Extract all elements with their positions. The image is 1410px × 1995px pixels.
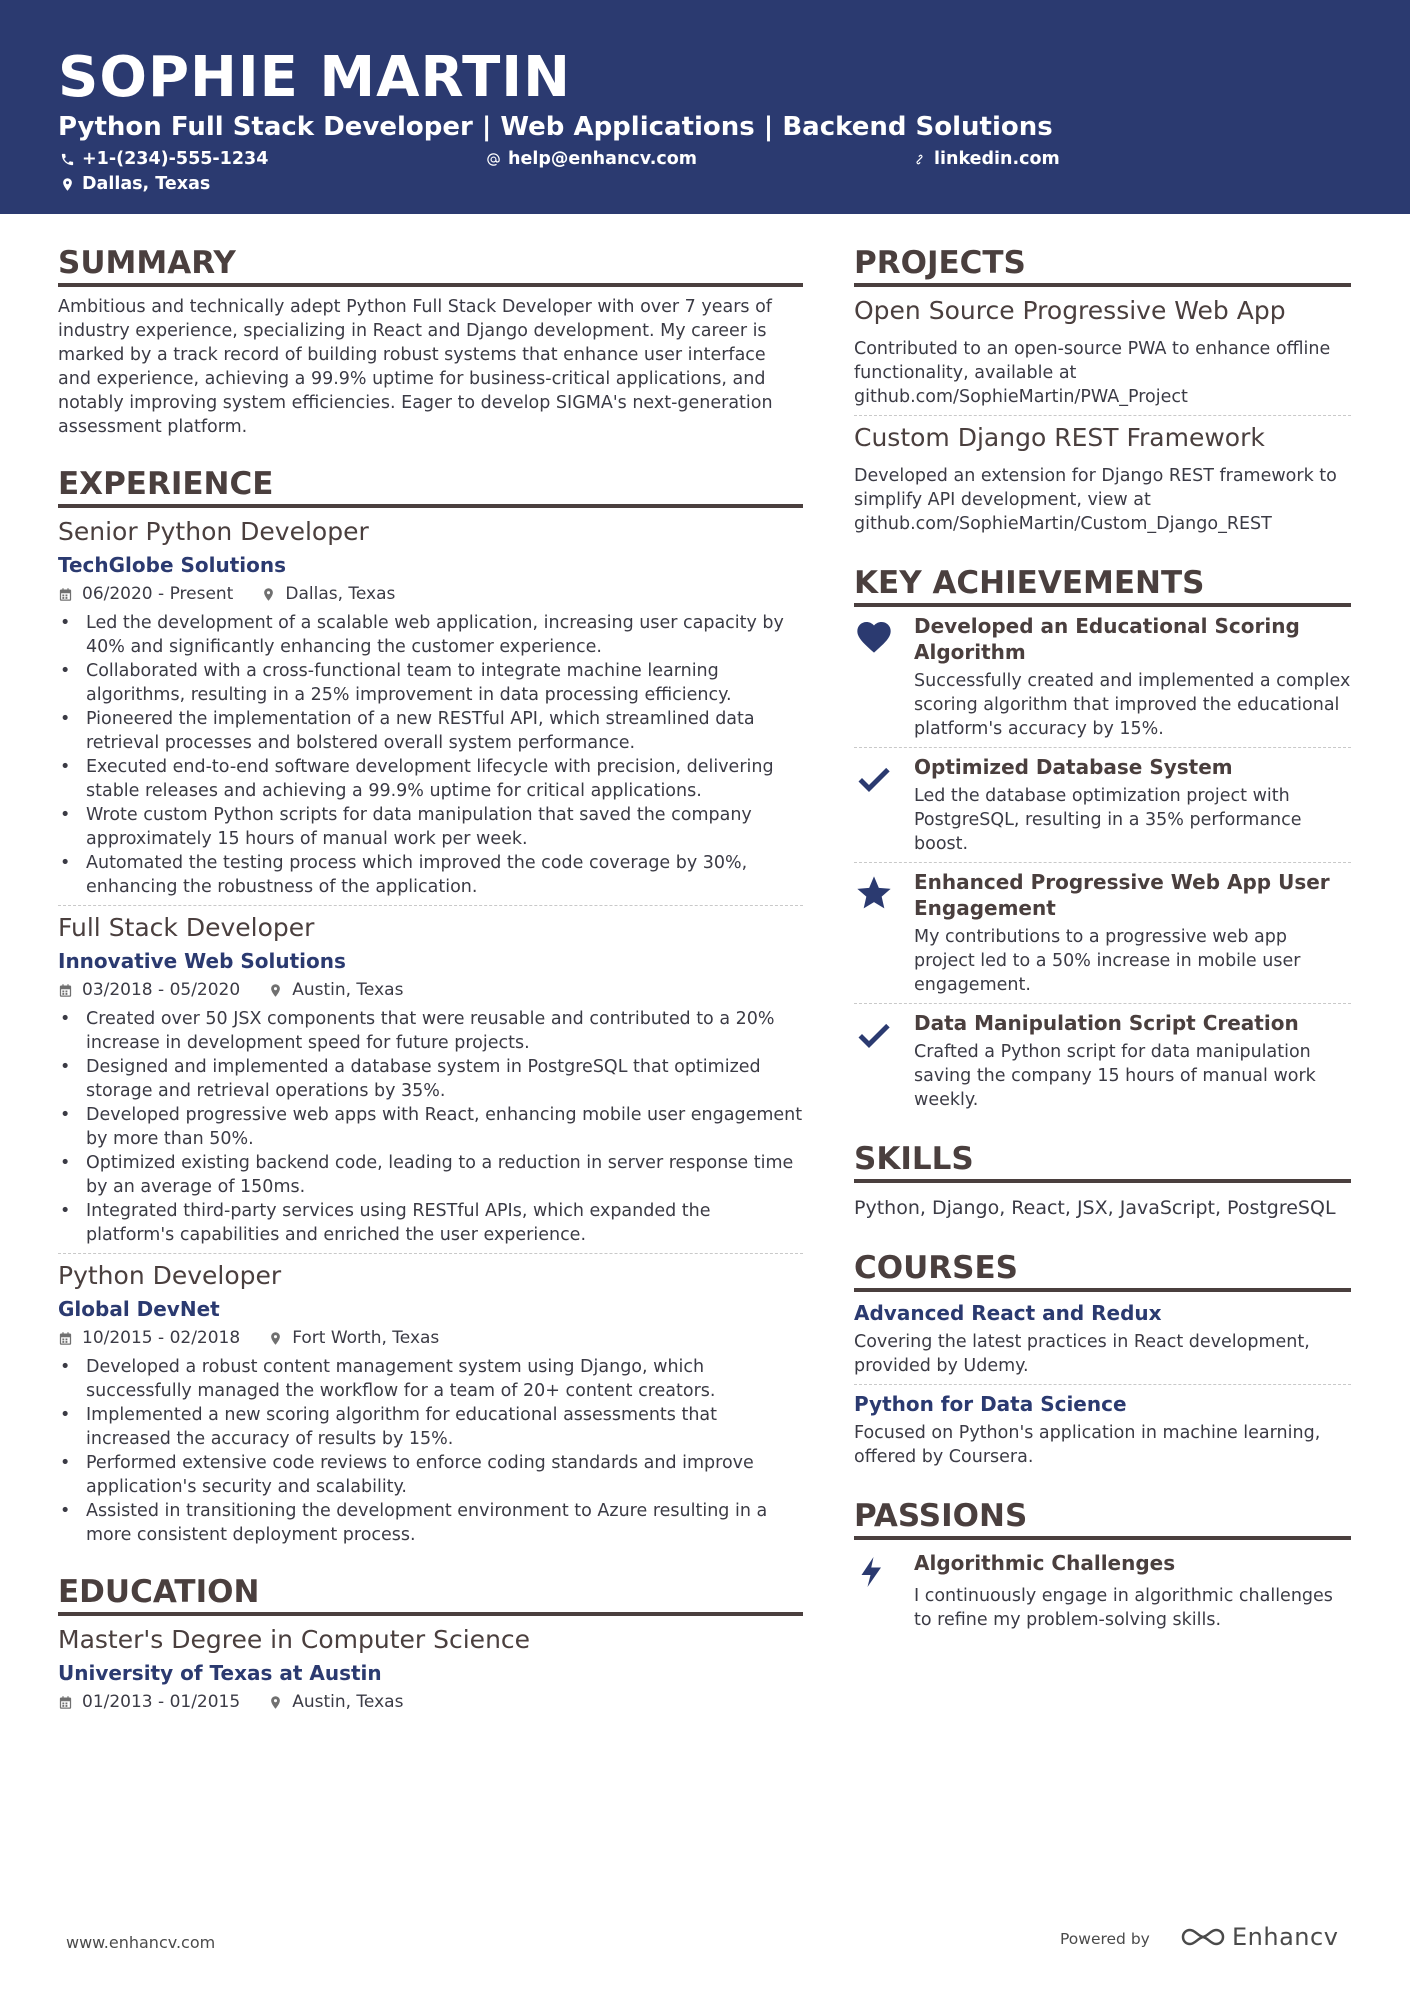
experience-entry [58, 912, 803, 1254]
experience-heading: EXPERIENCE [58, 465, 803, 508]
phone-text: +1-(234)-555-1234 [82, 149, 269, 169]
job-bullet: • Designed and implemented a database system in PostgreSQL that optimized storage and retrieval operations by 35%. [58, 1055, 803, 1103]
project-entry [854, 422, 1351, 536]
passion-desc: I continuously engage in algorithmic challenges to refine my problem-solving skills. [914, 1586, 1333, 1630]
skills-heading: SKILLS [854, 1140, 1351, 1183]
course-desc: Focused on Python's application in machine learning, offered by Coursera. [854, 1423, 1321, 1467]
education-section [58, 1573, 803, 1713]
header [0, 0, 1410, 214]
job-bullet: • Assisted in transitioning the development environment to Azure resulting in a more consistent deployment process. [58, 1499, 803, 1547]
achievement-title: Optimized Database System [914, 755, 1233, 779]
achievement-desc: Successfully created and implemented a complex scoring algorithm that improved the educational platform's accuracy by 15%. [914, 671, 1351, 739]
project-title: Open Source Progressive Web App [854, 296, 1286, 325]
candidate-name: SOPHIE MARTIN [58, 45, 572, 110]
skills-text: Python, Django, React, JSX, JavaScript, PostgreSQL [854, 1197, 1336, 1219]
achievement-title: Data Manipulation Script Creation [914, 1011, 1299, 1035]
job-dates: 06/2020 - Present [82, 584, 234, 604]
check-icon [854, 1014, 894, 1054]
enhancv-logo[interactable] [1180, 1922, 1338, 1952]
courses-heading: COURSES [854, 1249, 1351, 1292]
check-icon [854, 758, 894, 798]
education-entry [58, 1624, 803, 1713]
passion-title: Algorithmic Challenges [914, 1551, 1176, 1575]
experience-section [58, 465, 803, 1547]
job-meta [58, 979, 803, 1001]
entry-divider [58, 905, 803, 906]
enhancv-logo-icon [1180, 1922, 1226, 1952]
enhancv-brand: Enhancv [1232, 1923, 1339, 1951]
calendar-icon [58, 1331, 73, 1346]
at-icon [486, 152, 501, 167]
job-bullet: • Performed extensive code reviews to enforce coding standards and improve application's security and scalability. [58, 1451, 803, 1499]
calendar-icon [58, 587, 73, 602]
company-name: Global DevNet [58, 1297, 220, 1321]
passion-entry [854, 1540, 1351, 1632]
achievement-title: Enhanced Progressive Web App User Engagement [914, 870, 1330, 920]
calendar-icon [58, 1695, 73, 1710]
course-title: Python for Data Science [854, 1392, 1127, 1416]
course-entry [854, 1391, 1351, 1469]
education-heading: EDUCATION [58, 1573, 803, 1616]
course-desc: Covering the latest practices in React development, provided by Udemy. [854, 1332, 1310, 1376]
phone-icon [60, 152, 75, 167]
achievement-desc: My contributions to a progressive web app project led to a 50% increase in mobile user engagement. [914, 927, 1301, 995]
job-dates: 10/2015 - 02/2018 [82, 1328, 241, 1348]
job-bullet: • Collaborated with a cross-functional team to integrate machine learning algorithms, resulting in a 25% improvement in data processing efficiency. [58, 659, 803, 707]
projects-section [854, 244, 1351, 536]
achievement-entry [854, 863, 1351, 997]
summary-heading: SUMMARY [58, 244, 803, 287]
job-bullet: • Automated the testing process which improved the code coverage by 30%, enhancing the robustness of the application. [58, 851, 803, 899]
job-bullet: • Led the development of a scalable web application, increasing user capacity by 40% and significantly enhancing the customer experience. [58, 611, 803, 659]
company-name: TechGlobe Solutions [58, 553, 287, 577]
linkedin-text[interactable]: linkedin.com [934, 149, 1060, 169]
passion-icon-wrap [854, 1550, 914, 1632]
heart-icon [854, 617, 894, 657]
passions-heading: PASSIONS [854, 1497, 1351, 1540]
job-bullet: • Wrote custom Python scripts for data manipulation that saved the company approximately 15 hours of manual work per week. [58, 803, 803, 851]
location-pin-icon [261, 587, 276, 602]
job-title: Senior Python Developer [58, 517, 369, 546]
skills-section [854, 1140, 1351, 1221]
location-text: Dallas, Texas [82, 174, 211, 194]
achievement-entry [854, 1004, 1351, 1112]
project-title: Custom Django REST Framework [854, 423, 1265, 452]
achievement-text [914, 754, 1351, 856]
project-desc: Contributed to an open-source PWA to enhance offline functionality, available at github.com/SophieMartin/PWA_Project [854, 339, 1331, 407]
company-name: Innovative Web Solutions [58, 949, 346, 973]
job-location [268, 1327, 439, 1349]
passions-section [854, 1497, 1351, 1632]
job-bullets [58, 1007, 803, 1247]
job-location [268, 979, 403, 1001]
job-title: Python Developer [58, 1261, 282, 1290]
star-icon [854, 873, 894, 913]
achievement-icon-wrap [854, 869, 914, 997]
summary-text: Ambitious and technically adept Python Full Stack Developer with over 7 years of industry experience, specializing in React and Django development. My career is marked by a track record of building robust systems that enhance user interface and experience, achieving a 99.9% uptime for business-critical applications, and notably improving system efficiencies. Eager to develop SIGMA's next-generation assessment platform. [58, 297, 773, 437]
achievement-entry [854, 748, 1351, 856]
job-location-text: Austin, Texas [292, 980, 404, 1000]
location-pin-icon [268, 1695, 283, 1710]
job-bullet: • Integrated third-party services using RESTful APIs, which expanded the platform's capabilities and enriched the user experience. [58, 1199, 803, 1247]
achievement-text [914, 1010, 1351, 1112]
job-bullet: • Created over 50 JSX components that were reusable and contributed to a 20% increase in development speed for future projects. [58, 1007, 803, 1055]
education-location-text: Austin, Texas [292, 1692, 404, 1712]
achievement-icon-wrap [854, 613, 914, 741]
project-desc: Developed an extension for Django REST framework to simplify API development, view at github.com/SophieMartin/Custom_Django_REST [854, 466, 1337, 534]
projects-heading: PROJECTS [854, 244, 1351, 287]
contact-email[interactable] [486, 148, 697, 170]
entry-divider [854, 1384, 1351, 1385]
job-dates: 03/2018 - 05/2020 [82, 980, 241, 1000]
education-location [268, 1691, 403, 1713]
location-pin-icon [268, 983, 283, 998]
left-column [58, 244, 803, 1713]
achievement-title: Developed an Educational Scoring Algorithm [914, 614, 1300, 664]
location-pin-icon [268, 1331, 283, 1346]
job-bullets [58, 611, 803, 899]
job-title: Full Stack Developer [58, 913, 315, 942]
link-icon [912, 152, 927, 167]
job-meta [58, 583, 803, 605]
achievements-section [854, 564, 1351, 1112]
candidate-title: Python Full Stack Developer | Web Applications | Backend Solutions [58, 112, 1053, 142]
degree-title: Master's Degree in Computer Science [58, 1625, 531, 1654]
right-column [854, 244, 1351, 1632]
location-pin-icon [60, 177, 75, 192]
contact-phone [60, 148, 268, 170]
job-meta [58, 1327, 803, 1349]
achievement-text [914, 613, 1351, 741]
entry-divider [58, 1253, 803, 1254]
achievement-icon-wrap [854, 1010, 914, 1112]
passion-text [914, 1550, 1351, 1632]
job-location-text: Fort Worth, Texas [292, 1328, 440, 1348]
lightning-icon [854, 1554, 890, 1590]
job-bullet: • Developed progressive web apps with React, enhancing mobile user engagement by more than 50%. [58, 1103, 803, 1151]
achievement-entry [854, 607, 1351, 741]
contact-location [60, 173, 210, 195]
footer-url[interactable]: www.enhancv.com [66, 1933, 216, 1952]
calendar-icon [58, 983, 73, 998]
job-bullet: • Optimized existing backend code, leading to a reduction in server response time by an average of 150ms. [58, 1151, 803, 1199]
contact-linkedin[interactable] [912, 148, 1060, 170]
email-text[interactable]: help@enhancv.com [508, 149, 698, 169]
course-title: Advanced React and Redux [854, 1301, 1162, 1325]
experience-entry [58, 1260, 803, 1547]
experience-entry [58, 516, 803, 906]
achievement-icon-wrap [854, 754, 914, 856]
summary-section [58, 244, 803, 439]
courses-section [854, 1249, 1351, 1469]
achievements-heading: KEY ACHIEVEMENTS [854, 564, 1351, 607]
school-name: University of Texas at Austin [58, 1661, 382, 1685]
entry-divider [854, 415, 1351, 416]
job-bullet: • Implemented a new scoring algorithm for educational assessments that increased the accuracy of results by 15%. [58, 1403, 803, 1451]
achievement-desc: Led the database optimization project with PostgreSQL, resulting in a 35% performance boost. [914, 786, 1302, 854]
job-bullets [58, 1355, 803, 1547]
job-location-text: Dallas, Texas [285, 584, 396, 604]
job-bullet: • Executed end-to-end software development lifecycle with precision, delivering stable releases and achieving a 99.9% uptime for critical applications. [58, 755, 803, 803]
education-meta [58, 1691, 803, 1713]
project-entry [854, 295, 1351, 416]
powered-by-label: Powered by [1060, 1930, 1150, 1948]
achievement-desc: Crafted a Python script for data manipulation saving the company 15 hours of manual work weekly. [914, 1042, 1316, 1110]
course-entry [854, 1300, 1351, 1385]
achievement-text [914, 869, 1351, 997]
education-dates: 01/2013 - 01/2015 [82, 1692, 241, 1712]
job-location [261, 583, 395, 605]
job-bullet: • Pioneered the implementation of a new RESTful API, which streamlined data retrieval processes and bolstered overall system performance. [58, 707, 803, 755]
job-bullet: • Developed a robust content management system using Django, which successfully managed the workflow for a team of 20+ content creators. [58, 1355, 803, 1403]
